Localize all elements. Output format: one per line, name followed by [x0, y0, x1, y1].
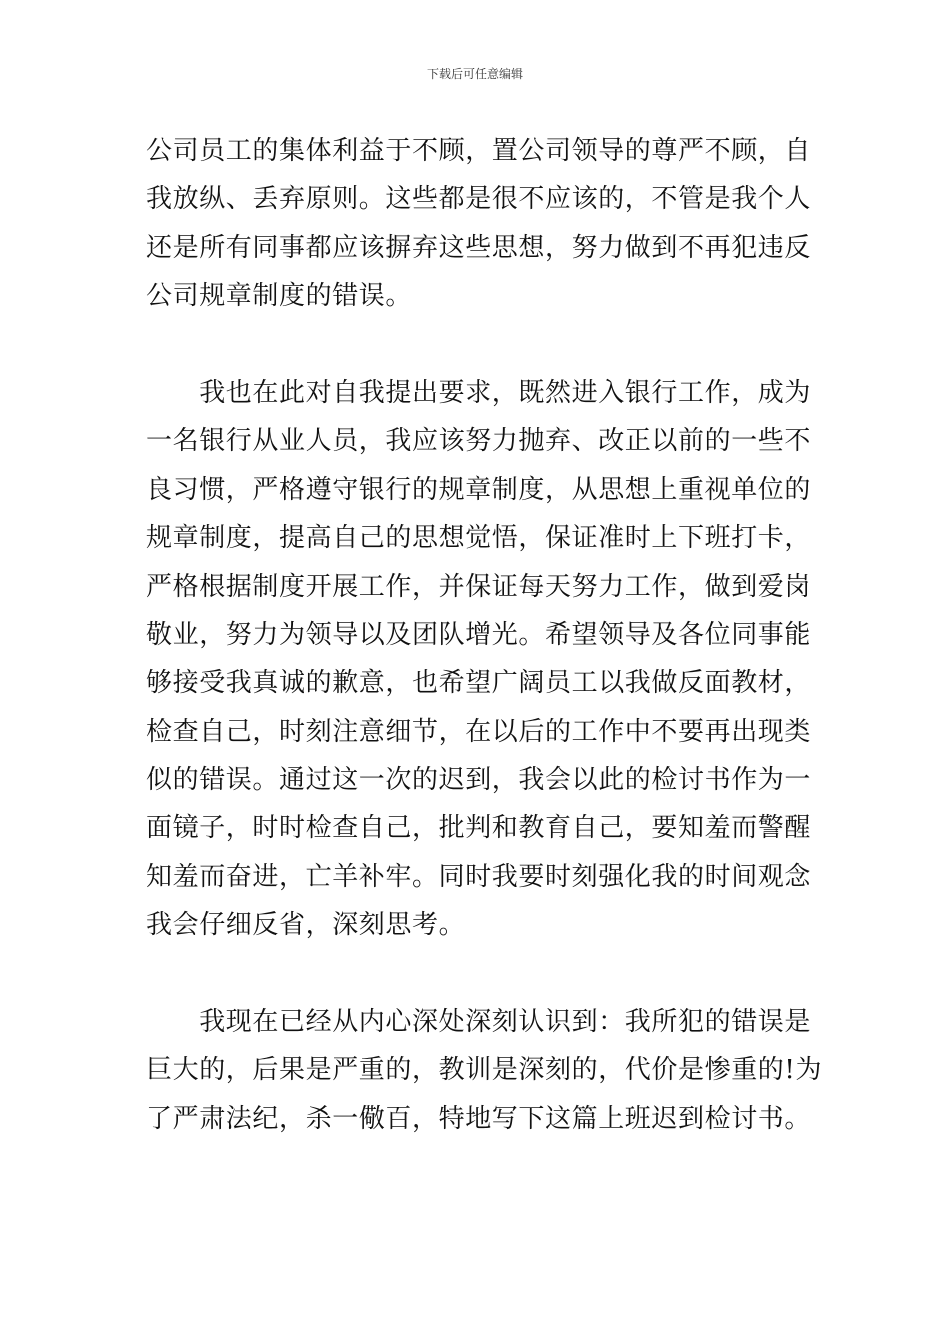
- paragraph-3: [146, 998, 823, 1143]
- text-line: 我也在此对自我提出要求，既然进入银行工作，成为: [146, 377, 812, 408]
- paragraph-spacer: [146, 950, 810, 998]
- text-line: 了严肃法纪，杀一儆百，特地写下这篇上班迟到检讨书。: [146, 1103, 812, 1134]
- text-line: 良习惯，严格遵守银行的规章制度，从思想上重视单位的: [146, 474, 812, 505]
- text-line: 面镜子，时时检查自己，批判和教育自己，要知羞而警醒: [146, 813, 812, 844]
- text-line: 公司员工的集体利益于不顾，置公司领导的尊严不顾，自: [146, 136, 812, 166]
- text-line: 检查自己，时刻注意细节，在以后的工作中不要再出现类: [146, 716, 812, 747]
- paragraph-2: [146, 369, 810, 950]
- document-body: [146, 127, 823, 1143]
- text-line: 够接受我真诚的歉意，也希望广阔员工以我做反面教材，: [146, 668, 812, 699]
- text-line: 规章制度，提高自己的思想觉悟，保证准时上下班打卡，: [146, 523, 812, 554]
- text-line: 知羞而奋进，亡羊补牢。同时我要时刻强化我的时间观念: [146, 861, 812, 892]
- text-line: 还是所有同事都应该摒弃这些思想，努力做到不再犯违反: [146, 232, 812, 263]
- text-line: 似的错误。通过这一次的迟到，我会以此的检讨书作为一: [146, 765, 812, 796]
- text-line: 巨大的，后果是严重的，教训是深刻的，代价是惨重的!为: [146, 1055, 823, 1086]
- text-line: 严格根据制度开展工作，并保证每天努力工作，做到爱岗: [146, 571, 812, 602]
- text-line: 敬业，努力为领导以及团队增光。希望领导及各位同事能: [146, 619, 812, 650]
- text-line: 我现在已经从内心深处深刻认识到：我所犯的错误是: [146, 1007, 812, 1038]
- text-line: 我会仔细反省，深刻思考。: [146, 910, 466, 941]
- paragraph-1: [146, 127, 810, 321]
- text-line: 我放纵、丢弃原则。这些都是很不应该的，不管是我个人: [146, 184, 812, 215]
- text-line: 公司规章制度的错误。: [146, 281, 413, 312]
- text-line: 一名银行从业人员，我应该努力抛弃、改正以前的一些不: [146, 426, 812, 457]
- paragraph-spacer: [146, 321, 810, 369]
- page-header-note: 下载后可任意编辑: [426, 67, 523, 81]
